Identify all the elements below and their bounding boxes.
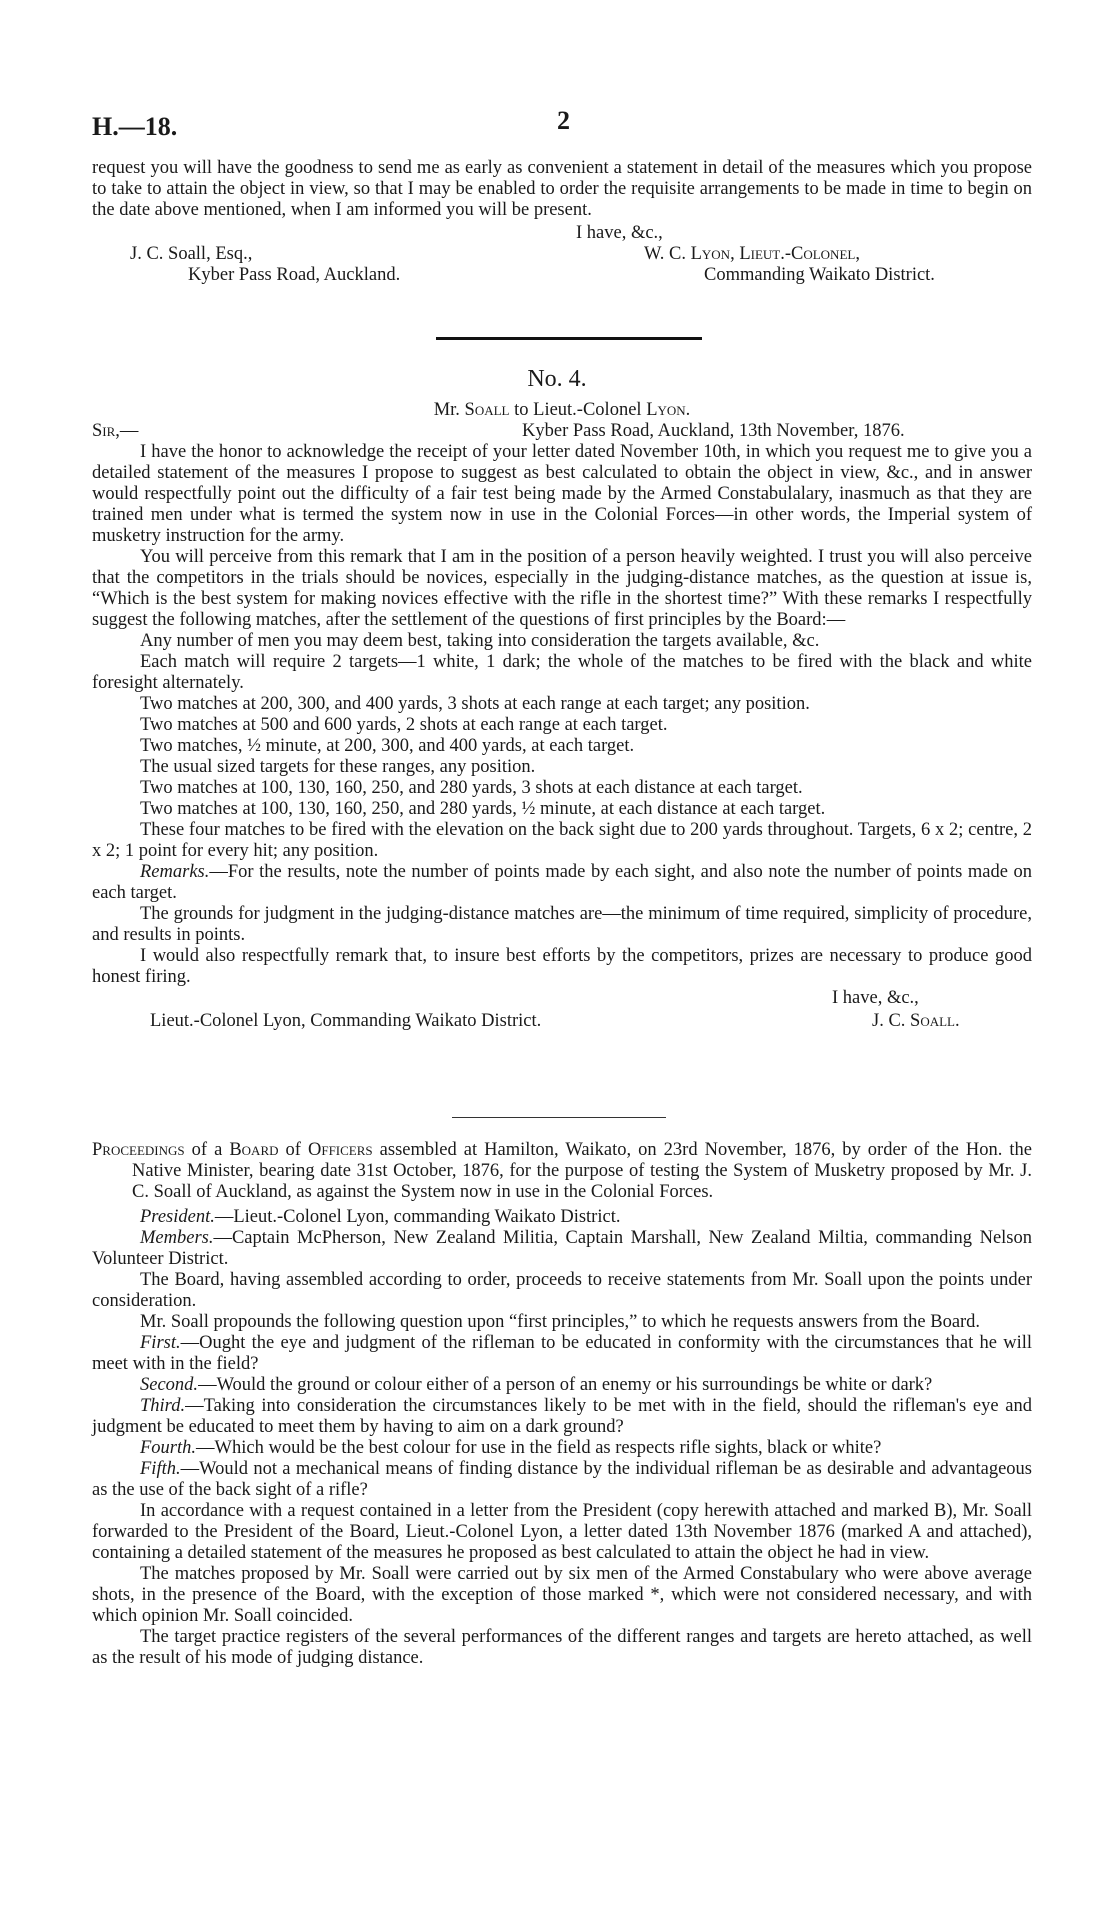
match-item: Two matches at 100, 130, 160, 250, and 280 yards, 3 shots at each distance at each target. [140,778,803,798]
letter3-closing: I have, &c., [576,223,663,243]
question-text: —Which would be the best colour for use in the field as respects rifle sights, black or white? [196,1438,882,1458]
proceedings-para3: In accordance with a request contained in a letter from the President (copy herewith attached and marked B), Mr. Soall forwarded to the President of the Board, Lieut.-Colonel Lyon, a letter dated 13th November 1876 (marked A and attached), containing a detailed statement of the measures he proposed as best calculated to attain the object he had in view. [92,1501,1032,1563]
match-item: Two matches at 100, 130, 160, 250, and 280 yards, ½ minute, at each distance at each target. [140,799,826,819]
letter3-addressee-address: Kyber Pass Road, Auckland. [188,265,401,285]
letter4-title-mid: to Lieut.-Colonel [509,400,647,420]
members-label: Members. [140,1228,214,1248]
proceedings-para2: Mr. Soall propounds the following question upon “first principles,” to which he requests answers from the Board. [140,1312,981,1332]
document-code: H.—18. [92,112,178,141]
letter3-addressee-name: J. C. Soall, Esq., [130,244,253,264]
letter4-para7: I would also respectfully remark that, to insure best efforts by the competitors, prizes are necessary to produce good honest firing. [92,946,1032,987]
proceedings-para1: The Board, having assembled according to order, proceeds to receive statements from Mr. Soall upon the points under consideration. [92,1270,1032,1311]
question-text: —Would not a mechanical means of finding distance by the individual rifleman be as desirable and advantageous as the use of the back sight of a rifle? [92,1459,1032,1500]
letter4-remarks [92,862,1032,904]
question-label: Second. [140,1375,199,1395]
match-item: Two matches at 200, 300, and 400 yards, 3 shots at each range at each target; any position. [140,694,810,714]
match-item: Two matches, ½ minute, at 200, 300, and 400 yards, at each target. [140,736,635,756]
letter4-dateline: Kyber Pass Road, Auckland, 13th November, 1876. [522,421,905,441]
question-fourth [92,1438,1032,1459]
letter4-title-end: . [685,400,691,420]
question-first [92,1333,1032,1375]
proceedings-president [92,1207,1032,1228]
letter4-para2: You will perceive from this remark that I am in the position of a person heavily weighted. I trust you will also perceive that the competitors in the trials should be novices, especially in the judging-distance matches, as the question at issue is, “Which is the best system for making novices effective with the rifle in the shortest time?” With these remarks I respectfully suggest the following matches, after the settlement of the questions of first principles by the Board:— [92,547,1032,630]
heading-part: Proceedings [92,1140,185,1160]
letter4-section [92,400,1032,1032]
letter4-title-pre: Mr. [433,400,465,420]
proceedings-para4: The matches proposed by Mr. Soall were carried out by six men of the Armed Constabulary who were above average shots, in the presence of the Board, with the exception of those marked *, which were not considered necessary, and with which opinion Mr. Soall coincided. [92,1564,1032,1626]
heading-part: assembled at Hamilton, Waikato, on 23rd November, 1876, by order of the Hon. the Native Minister, bearing date 31st October, 1876, for the purpose of testing the System of Musketry proposed by Mr. J. C. Soall of Auckland, as against the System now in use in the Colonial Forces. [132,1140,1033,1202]
proceedings-para5: The target practice registers of the several performances of the different ranges and targets are hereto attached, as well as the result of his mode of judging distance. [92,1627,1032,1668]
letter4-para1: I have the honor to acknowledge the receipt of your letter dated November 10th, in which you request me to give you a detailed statement of the measures I propose to suggest as best calculated to obtain the object in view, &c., and in answer would respectfully point out the difficulty of a fair test being made by the Armed Constabulalary, inasmuch as that they are trained men under what is termed the system now in use in the Colonial Forces—in other words, the Imperial system of musketry instruction for the army. [92,442,1032,546]
section-divider-thick [436,337,702,340]
heading-part: Board [229,1140,279,1160]
question-text: —Taking into consideration the circumstances likely to be met with in the field, should the rifleman's eye and judgment be educated to meet them by having to aim on a dark ground? [92,1396,1032,1437]
remarks-label: Remarks. [140,862,210,882]
letter4-title-to: Lyon [646,400,686,420]
match-item: Two matches at 500 and 600 yards, 2 shots at each range at each target. [140,715,668,735]
letter4-salutation: Sir,— [92,421,139,441]
letter4-para5: These four matches to be fired with the elevation on the back sight due to 200 yards throughout. Targets, 6 x 2; centre, 2 x 2; 1 point for every hit; any position. [92,820,1032,861]
letter4-closing: I have, &c., [832,988,919,1008]
heading-part: of [278,1140,308,1160]
page-number: 2 [557,106,570,135]
proceedings-heading [92,1140,1032,1203]
match-item: The usual sized targets for these ranges, any position. [140,757,536,777]
proceedings-members [92,1228,1032,1270]
president-text: —Lieut.-Colonel Lyon, commanding Waikato District. [214,1207,621,1227]
letter3-signature: W. C. Lyon, Lieut.-Colonel, [644,244,860,264]
president-label: President. [140,1207,215,1227]
letter4-para6: The grounds for judgment in the judging-distance matches are—the minimum of time required, simplicity of procedure, and results in points. [92,904,1032,945]
section-divider-thin [452,1117,666,1118]
question-second [92,1375,1032,1396]
heading-part: of a [184,1140,230,1160]
question-label: Fifth. [140,1459,181,1479]
letter4-title-from: Soall [464,400,510,420]
letter4-title [92,400,1032,421]
letter3-body: request you will have the goodness to send me as early as convenient a statement in detail of the measures which you propose to take to attain the object in view, so that I may be enabled to order the requisite arrangements to be made in time to begin on the date above mentioned, when I am informed you will be present. [92,158,1032,220]
question-text: —Ought the eye and judgment of the rifleman to be educated in conformity with the circumstances that he will meet with in the field? [92,1333,1032,1374]
letter4-signature: J. C. Soall. [872,1011,960,1031]
letter4-para4: Each match will require 2 targets—1 white, 1 dark; the whole of the matches to be fired with the black and white foresight alternately. [92,652,1032,693]
match-list [92,694,1032,820]
question-label: Third. [140,1396,186,1416]
heading-part: Officers [307,1140,373,1160]
letter4-addressee: Lieut.-Colonel Lyon, Commanding Waikato District. [150,1011,542,1031]
question-label: First. [140,1333,181,1353]
letter3-signature-title: Commanding Waikato District. [704,265,935,285]
remarks-text: —For the results, note the number of points made by each sight, and also note the number of points made on each target. [92,862,1032,903]
question-third [92,1396,1032,1438]
members-text: —Captain McPherson, New Zealand Militia, Captain Marshall, New Zealand Miltia, commanding Nelson Volunteer District. [92,1228,1032,1269]
letter4-number: No. 4. [527,366,587,392]
question-label: Fourth. [140,1438,197,1458]
letter3-section [92,158,1032,286]
question-text: —Would the ground or colour either of a person of an enemy or his surroundings be white or dark? [198,1375,933,1395]
letter4-para3: Any number of men you may deem best, taking into consideration the targets available, &c. [140,631,820,651]
proceedings-section [92,1140,1032,1669]
question-fifth [92,1459,1032,1501]
